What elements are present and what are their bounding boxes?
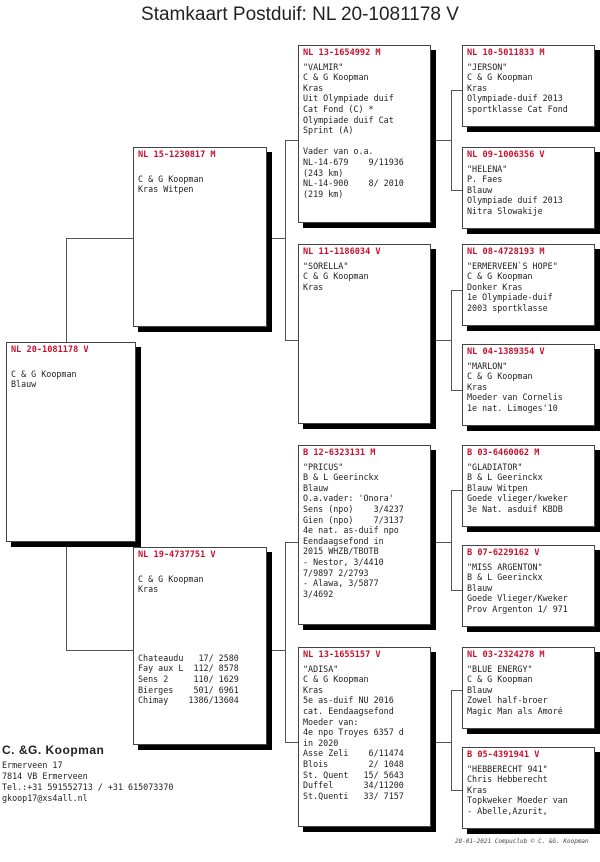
card-line: C & G Koopman: [467, 271, 533, 282]
owner-address-line: Ermerveen 17: [2, 760, 63, 770]
card-line: Prov Argenton 1/ 971: [467, 603, 568, 614]
connector: [267, 238, 285, 239]
card-line: Olympiade-duif 2013: [467, 93, 563, 104]
card-line: sportklasse Cat Fond: [467, 103, 568, 114]
card-line: Kras: [303, 82, 324, 93]
pigeon-card-fff[interactable]: [462, 45, 595, 127]
card-line: Blauw: [467, 184, 493, 195]
card-line: - Alawa, 3/5877: [303, 578, 379, 589]
ring-number: NL 13-1655157 V: [303, 650, 381, 660]
card-line: Duffel 34/11200: [303, 780, 404, 791]
card-line: Kras: [138, 584, 159, 595]
ring-number: NL 08-4728193 M: [467, 247, 545, 257]
ring-number: NL 10-5011833 M: [467, 48, 545, 58]
footer-credit: 28-01-2021 Compuclub © C. &G. Koopman: [455, 838, 589, 845]
owner-address-line: 7814 VB Ermerveen: [2, 771, 88, 781]
race-result: Fay aux L 112/ 8578: [138, 663, 239, 674]
owner-phone: Tel.:+31 591552713 / +31 615073370: [2, 782, 174, 792]
card-line: Eendaagsefond in: [303, 535, 384, 546]
card-line: 7/9897 2/2793: [303, 567, 369, 578]
card-line: in 2020: [303, 737, 339, 748]
card-line: St. Quent 15/ 5643: [303, 769, 404, 780]
card-line: 5e as-duif NU 2016: [303, 695, 394, 706]
card-line: Kras: [467, 82, 488, 93]
connector: [285, 742, 299, 743]
card-line: 2003 sportklasse: [467, 302, 548, 313]
card-line: C & G Koopman: [11, 368, 77, 379]
card-line: B & L Geerinckx: [303, 472, 379, 483]
card-line: - Abelle,Azurit,: [467, 805, 548, 816]
ring-number: NL 20-1081178 V: [11, 345, 89, 355]
card-line: Kras: [467, 381, 488, 392]
card-line: "MARLON": [467, 360, 508, 371]
connector: [451, 690, 452, 790]
connector: [285, 140, 299, 141]
pigeon-card-mmf[interactable]: [462, 647, 595, 729]
card-line: "ADISA": [303, 663, 339, 674]
card-line: NL-14-900 8/ 2010: [303, 178, 404, 189]
card-line: Uit Olympiade duif: [303, 93, 394, 104]
pigeon-card-fmf[interactable]: [462, 244, 595, 326]
card-line: Moeder van:: [303, 716, 359, 727]
card-line: B & L Geerinckx: [467, 572, 543, 583]
card-line: "ERMERVEEN`S HOPE": [467, 260, 558, 271]
card-line: (219 km): [303, 188, 344, 199]
card-line: B & L Geerinckx: [467, 472, 543, 483]
card-line: Blois 2/ 1048: [303, 758, 404, 769]
card-line: (243 km): [303, 167, 344, 178]
card-line: 3/4692: [303, 588, 334, 599]
pigeon-card-mff[interactable]: [462, 445, 595, 527]
ring-number: NL 03-2324278 M: [467, 650, 545, 660]
card-line: cat. Eendaagsefond: [303, 705, 394, 716]
card-line: [303, 136, 426, 147]
connector: [451, 490, 452, 590]
race-result: Bierges 501/ 6961: [138, 684, 239, 695]
connector: [431, 340, 451, 341]
card-line: 4e npo Troyes 6357 d: [303, 727, 404, 738]
owner-name: C. &G. Koopman: [2, 743, 105, 757]
connector: [431, 542, 451, 543]
card-line: "JERSON": [467, 61, 508, 72]
connector: [285, 542, 299, 543]
card-line: 3e Nat. asduif KBDB: [467, 503, 563, 514]
card-line: Kras: [303, 684, 324, 695]
connector: [285, 140, 286, 340]
card-line: "HEBBERECHT 941": [467, 763, 548, 774]
card-line: St.Quenti 33/ 7157: [303, 790, 404, 801]
card-line: Blauw Witpen: [467, 482, 528, 493]
card-line: C & G Koopman: [467, 371, 533, 382]
card-line: Moeder van Cornelis: [467, 392, 563, 403]
owner-block: [2, 745, 173, 804]
card-line: Olympiade duif 2013: [467, 195, 563, 206]
race-result: Sens 2 110/ 1629: [138, 673, 239, 684]
card-line: Goede Vlieger/Kweker: [467, 593, 568, 604]
card-line: "HELENA": [467, 163, 508, 174]
connector: [431, 140, 451, 141]
card-line: "VALMIR": [303, 61, 344, 72]
card-line: C & G Koopman: [467, 72, 533, 83]
pigeon-card-father[interactable]: [133, 147, 267, 327]
card-line: C & G Koopman: [467, 674, 533, 685]
card-line: "SORELLA": [303, 260, 349, 271]
connector: [66, 238, 134, 239]
card-line: Nitra Slowakije: [467, 205, 543, 216]
race-result: Chimay 1386/13604: [138, 695, 239, 706]
ring-number: NL 15-1230817 M: [138, 150, 216, 160]
card-line: C & G Koopman: [303, 674, 369, 685]
ring-number: NL 13-1654992 M: [303, 48, 381, 58]
card-line: Sens (npo) 3/4237: [303, 503, 404, 514]
pigeon-card-fmm[interactable]: [462, 344, 595, 426]
card-line: Olympiade duif Cat: [303, 114, 394, 125]
pigeon-card-mf[interactable]: [298, 445, 431, 625]
ring-number: NL 04-1389354 V: [467, 347, 545, 357]
card-line: Kras: [467, 784, 488, 795]
ring-number: B 03-6460062 M: [467, 448, 540, 458]
card-line: Blauw: [467, 684, 493, 695]
card-line: C & G Koopman: [138, 173, 204, 184]
connector: [285, 542, 286, 742]
card-line: P. Faes: [467, 174, 503, 185]
card-line: NL-14-679 9/11936: [303, 156, 404, 167]
ring-number: B 07-6229162 V: [467, 548, 540, 558]
pigeon-card-mother[interactable]: [133, 547, 267, 745]
connector: [431, 742, 451, 743]
card-line: Kras: [303, 281, 324, 292]
pigeon-card-mmm[interactable]: [462, 747, 595, 829]
race-result: Chateaudu 17/ 2580: [138, 652, 239, 663]
card-line: Blauw: [11, 379, 37, 390]
pigeon-card-subject[interactable]: [6, 342, 136, 542]
card-line: C & G Koopman: [303, 72, 369, 83]
ring-number: NL 09-1006356 V: [467, 150, 545, 160]
connector: [285, 340, 299, 341]
card-line: Kras Witpen: [138, 184, 194, 195]
connector: [451, 90, 452, 190]
card-line: 1e nat. Limoges'10: [467, 402, 558, 413]
card-line: Asse Zeli 6/11474: [303, 748, 404, 759]
card-line: Goede vlieger/kweker: [467, 493, 568, 504]
card-line: "PRICUS": [303, 461, 344, 472]
card-line: 1e Olympiade-duif: [467, 292, 553, 303]
card-line: Sprint (A): [303, 125, 354, 136]
card-line: "GLADIATOR": [467, 461, 523, 472]
card-line: - Nestor, 3/4410: [303, 556, 384, 567]
card-line: O.a.vader: 'Onora': [303, 493, 394, 504]
card-line: Topkweker Moeder van: [467, 795, 568, 806]
connector: [451, 290, 452, 390]
connector: [267, 650, 285, 651]
card-line: C & G Koopman: [303, 271, 369, 282]
pigeon-card-mfm[interactable]: [462, 545, 595, 627]
card-line: Donker Kras: [467, 281, 523, 292]
ring-number: B 12-6323131 M: [303, 448, 376, 458]
card-line: Blauw: [303, 482, 329, 493]
card-line: Zowel half-broer: [467, 695, 548, 706]
card-line: Chris Hebberecht: [467, 774, 548, 785]
card-line: Gien (npo) 7/3137: [303, 514, 404, 525]
card-line: Blauw: [467, 582, 493, 593]
pigeon-card-fm[interactable]: [298, 244, 431, 424]
card-line: "MISS ARGENTON": [467, 561, 543, 572]
pigeon-card-ff[interactable]: [298, 45, 431, 223]
ring-number: B 05-4391941 V: [467, 750, 540, 760]
card-line: Vader van o.a.: [303, 146, 374, 157]
card-line: 2015 WHZB/TBOTB: [303, 546, 379, 557]
pigeon-card-mm[interactable]: [298, 647, 431, 827]
ring-number: NL 19-4737751 V: [138, 550, 216, 560]
ring-number: NL 11-1186034 V: [303, 247, 381, 257]
card-line: Magic Man als Amoré: [467, 705, 563, 716]
card-line: Cat Fond (C) *: [303, 103, 374, 114]
connector: [66, 650, 134, 651]
card-line: C & G Koopman: [138, 573, 204, 584]
page-title: Stamkaart Postduif: NL 20-1081178 V: [141, 4, 459, 25]
pigeon-card-ffm[interactable]: [462, 147, 595, 229]
card-line: 4e nat. as-duif npo: [303, 525, 399, 536]
owner-email[interactable]: gkoop17@xs4all.nl: [2, 793, 88, 803]
card-line: "BLUE ENERGY": [467, 663, 533, 674]
